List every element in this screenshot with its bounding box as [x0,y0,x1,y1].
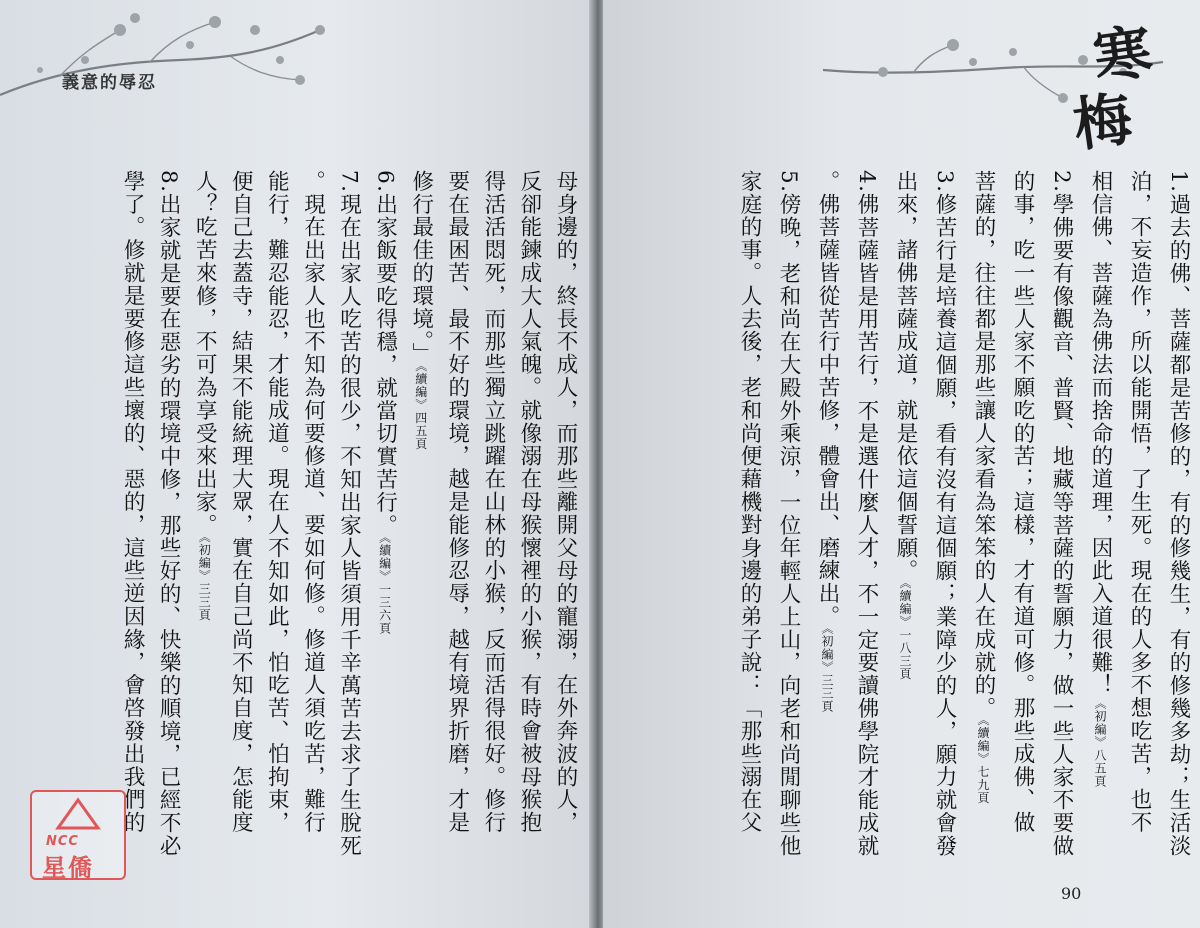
source-reference: 《初編》八五頁 [1093,696,1107,788]
column-text: 5.傍晚，老和尚在大殿外乘涼，一位年輕人上山，向老和尚閒聊些他 [776,170,801,858]
column-text: 人？吃苦來修，不可為享受來出家。 [192,170,218,537]
column-text: 學了。修就是要修這些壞的、惡的，這些逆因緣，會啓發出我們的 [120,170,146,835]
column-text: 要在最困苦、最不好的環境，越是能修忍辱，越有境界折磨，才是 [444,170,470,835]
source-reference: 《初編》三三頁 [197,536,212,622]
column-text: 。現在出家人也不知為何要修道、要如何修。修道人須吃苦，難行 [300,170,326,835]
column-text: 1.過去的佛、菩薩都是苦修的，有的修幾生，有的修幾多劫；生活淡 [1166,170,1191,858]
column-text: 3.修苦行是培養這個願，看有沒有這個願；業障少的人，願力就會發 [932,170,957,858]
column-text: 2.學佛要有像觀音、普賢、地藏等菩薩的誓願力，做一些人家不要做 [1049,170,1074,858]
column-text: 相信佛、菩薩為佛法而捨命的道理，因此入道很難！ [1088,170,1113,697]
text-column [192,170,219,890]
text-column [1046,170,1076,890]
text-column [264,170,291,890]
text-column [929,170,959,890]
column-text: 便自己去蓋寺，結果不能統理大眾，實在自己尚不知自度，怎能度 [228,170,254,835]
column-text: 得活活悶死，而那些獨立跳躍在山林的小猴，反而活得很好。修行 [480,170,506,835]
text-column [481,170,508,890]
column-text: 能行，難忍能忍，才能成道。現在人不知如此，怕吃苦、怕拘束， [264,170,290,835]
column-text: 8.出家就是要在惡劣的環境中修，那些好的、快樂的順境，已經不必 [156,170,182,858]
chapter-title-char-2: 梅 [1069,84,1137,160]
text-column [851,170,881,890]
running-title: 義意的辱忍 [62,73,157,93]
text-column [968,170,998,890]
text-column [156,170,183,890]
text-column [373,170,400,890]
column-text: 母身邊的，終長不成人，而那些離開父母的寵溺，在外奔波的人， [553,170,578,835]
text-column [228,170,255,890]
page-number: 90 [1061,884,1082,903]
left-text-columns [120,170,580,890]
column-text: 家庭的事。人去後，老和尚便藉機對身邊的弟子說：「那些溺在父 [737,170,762,835]
text-column [517,170,544,890]
text-column [773,170,803,890]
text-column [1007,170,1037,890]
plum-branch-illustration [0,0,340,130]
text-column [409,170,436,890]
text-column [120,170,147,890]
text-column [336,170,363,890]
stamp-name-text: 星僑 [42,853,94,882]
column-text: 泊，不妄造作，所以能開悟，了生死。現在的人多不想吃苦，也不 [1127,170,1152,835]
column-text: 。佛菩薩皆從苦行中苦修，體會出、磨練出。 [815,170,840,628]
column-text: 反卻能鍊成大人氣魄。就像溺在母猴懷裡的小猴，有時會被母猴抱 [516,170,542,835]
column-text: 修行最佳的環境。」 [408,170,434,366]
column-text: 菩薩的，往往都是那些讓人家看為笨笨的人在成就的。 [971,170,996,720]
column-text: 4.佛菩薩皆是用苦行，不是選什麼人才，不一定要讀佛學院才能成就 [854,170,879,858]
column-text: 的事，吃一些人家不願吃的苦；這樣，才有道可修。那些成佛、做 [1010,170,1035,835]
source-reference: 《續編》一八三頁 [898,582,912,681]
text-column [734,170,764,890]
left-page [0,0,593,928]
right-page [603,0,1200,928]
text-column [445,170,472,890]
text-column [300,170,327,890]
text-column [890,170,920,890]
text-column [1085,170,1115,890]
chapter-title-char-1: 寒 [1089,17,1157,93]
column-text: 7.現在出家人吃苦的很少，不知出家人皆須用千辛萬苦去求了生脫死 [336,170,362,858]
text-column [1163,170,1193,890]
right-text-columns [648,170,1193,890]
source-reference: 《初編》三三頁 [820,628,834,713]
text-column [553,170,580,890]
source-reference: 《續編》一三六頁 [377,536,392,635]
source-reference: 《續編》七九頁 [976,719,990,805]
stamp-ncc-text: NCC [46,834,79,849]
text-column [1124,170,1154,890]
column-text: 出來，諸佛菩薩成道，就是依這個誓願。 [893,170,918,583]
column-text: 6.出家飯要吃得穩，就當切實苦行。 [372,170,398,537]
text-column [812,170,842,890]
ncc-watermark-stamp [30,790,126,880]
source-reference: 《續編》四五頁 [413,365,428,451]
